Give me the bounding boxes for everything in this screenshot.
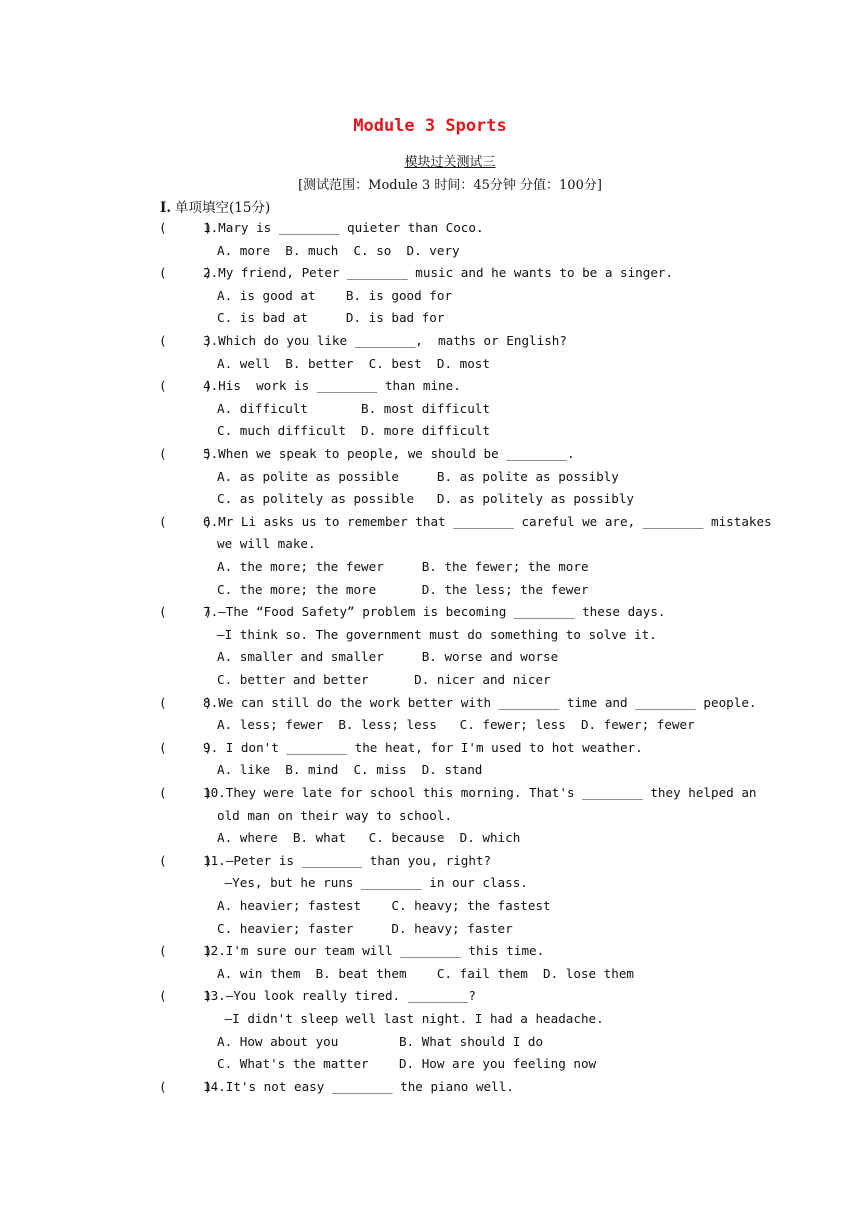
question-stem: 14.It's not easy ________ the piano well.: [203, 1078, 514, 1094]
question-stem: 1.Mary is ________ quieter than Coco.: [203, 220, 484, 235]
question-line: A. less; fewer B. less; less C. fewer; less D. fewer; fewer: [217, 717, 695, 733]
question-line: A. win them B. beat them C. fail them D. lose them: [217, 965, 635, 981]
page-subtitle: 模块过关测试三: [404, 155, 496, 170]
question-line: C. is bad at D. is bad for: [217, 310, 445, 326]
question-stem: 2.My friend, Peter ________ music and he wants to be a singer.: [203, 265, 674, 281]
answer-blank[interactable]: ( ): [159, 785, 213, 800]
question-stem: 7.—The “Food Safety” problem is becoming ________ these days.: [203, 604, 666, 620]
answer-blank[interactable]: ( ): [159, 988, 213, 1004]
section-title: 单项填空(15分): [175, 200, 271, 216]
question-stem: 8.We can still do the work better with ________ time and ________ people.: [203, 694, 757, 710]
question-line: A. the more; the fewer B. the fewer; the more: [217, 559, 589, 574]
question-line: C. as politely as possible D. as politely as possibly: [217, 491, 635, 507]
question-line: A. smaller and smaller B. worse and worse: [217, 649, 559, 665]
question-stem: 11.—Peter is ________ than you, right?: [203, 852, 492, 868]
question-stem: 12.I'm sure our team will ________ this time.: [203, 943, 545, 959]
answer-blank[interactable]: ( ): [159, 852, 213, 868]
question-stem: 10.They were late for school this morning. That's ________ they helped an: [203, 785, 757, 800]
question-line: A. like B. mind C. miss D. stand: [217, 762, 483, 778]
question-line: A. is good at B. is good for: [217, 287, 453, 303]
question-line: —I didn't sleep well last night. I had a headache.: [217, 1011, 604, 1026]
answer-blank[interactable]: ( ): [159, 446, 213, 461]
question-stem: 6.Mr Li asks us to remember that ________ careful we are, ________ mistakes: [203, 513, 772, 529]
question-line: C. the more; the more D. the less; the fewer: [217, 581, 589, 597]
answer-blank[interactable]: ( ): [159, 943, 213, 959]
question-line: A. How about you B. What should I do: [217, 1033, 544, 1049]
answer-blank[interactable]: ( ): [159, 378, 213, 394]
question-line: C. much difficult D. more difficult: [217, 423, 490, 439]
question-line: A. difficult B. most difficult: [217, 400, 490, 416]
question-stem: 9. I don't ________ the heat, for I'm used to hot weather.: [203, 739, 643, 755]
section-heading: [160, 196, 270, 216]
section-number: Ⅰ.: [160, 200, 172, 216]
question-stem: 5.When we speak to people, we should be ________.: [203, 446, 575, 461]
question-stem: 4.His work is ________ than mine.: [203, 378, 461, 394]
question-line: we will make.: [217, 536, 316, 552]
question-stem: 3.Which do you like ________, maths or English?: [203, 333, 567, 348]
question-line: —I think so. The government must do something to solve it.: [217, 626, 657, 642]
answer-blank[interactable]: ( ): [159, 694, 213, 710]
question-line: C. better and better D. nicer and nicer: [217, 672, 551, 687]
answer-blank[interactable]: ( ): [159, 265, 213, 281]
question-line: A. heavier; fastest C. heavy; the fastest: [217, 898, 551, 913]
answer-blank[interactable]: ( ): [159, 333, 213, 348]
question-line: old man on their way to school.: [217, 807, 453, 823]
question-line: —Yes, but he runs ________ in our class.: [217, 875, 528, 891]
page-title: Module 3 Sports: [353, 116, 507, 136]
question-line: C. heavier; faster D. heavy; faster: [217, 920, 513, 936]
answer-blank[interactable]: ( ): [159, 739, 213, 755]
question-line: C. What's the matter D. How are you feeling now: [217, 1056, 597, 1072]
question-line: A. well B. better C. best D. most: [217, 355, 490, 371]
question-line: A. more B. much C. so D. very: [217, 242, 460, 258]
answer-blank[interactable]: ( ): [159, 1078, 213, 1094]
answer-blank[interactable]: ( ): [159, 220, 213, 235]
question-stem: 13.—You look really tired. ________?: [203, 988, 476, 1004]
question-line: A. where B. what C. because D. which: [217, 830, 521, 846]
answer-blank[interactable]: ( ): [159, 513, 213, 529]
answer-blank[interactable]: ( ): [159, 604, 213, 620]
question-line: A. as polite as possible B. as polite as possibly: [217, 468, 619, 484]
test-range-info: [测试范围：Module 3 时间：45分钟 分值：100分]: [298, 178, 602, 193]
